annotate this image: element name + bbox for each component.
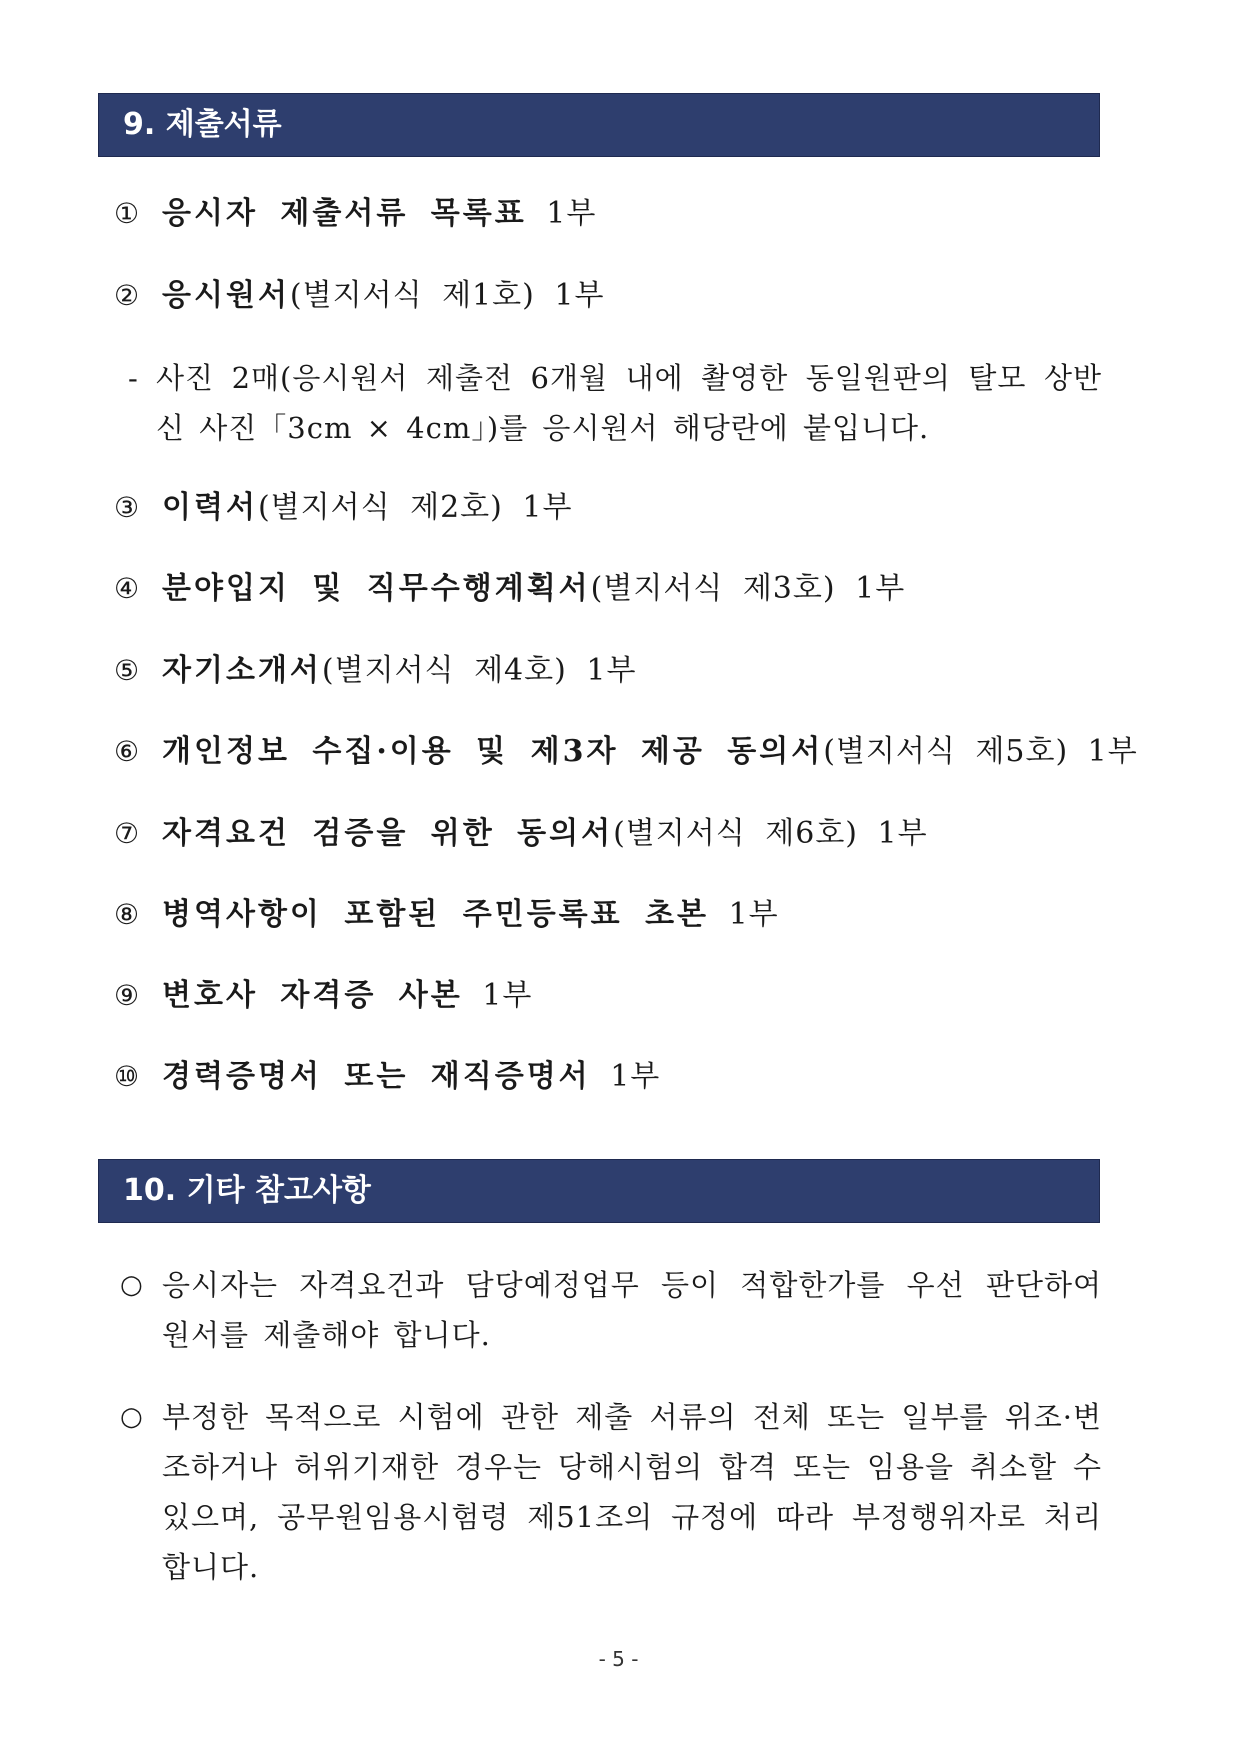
item-detail: 1부 (462, 978, 533, 1013)
item-detail: (별지서식 제4호) 1부 (321, 653, 637, 688)
bullet-icon: ○ (120, 1270, 143, 1300)
page-number: - 5 - (598, 1647, 639, 1671)
item-title: 병역사항이 포함된 주민등록표 초본 (162, 897, 710, 932)
item-number: ⑩ (114, 1060, 141, 1093)
item-detail: (별지서식 제6호) 1부 (613, 816, 928, 851)
list-item (114, 1057, 660, 1097)
note-paragraph: 부정한 목적으로 시험에 관한 제출 서류의 전체 또는 일부를 위조·변조하거나 허위기재한 경우는 당해시험의 합격 또는 임용을 취소할 수 있으며, 공무원임용시험령 제51조의 규정에 따라 부정행위자로 처리합니다. (162, 1400, 1102, 1584)
section-10-header: 10. 기타 참고사항 (98, 1159, 1100, 1223)
list-item (114, 569, 905, 609)
item-detail: 1부 (590, 1059, 661, 1094)
list-item (114, 732, 1138, 772)
item-detail: 1부 (526, 196, 597, 231)
item-number: ⑧ (114, 898, 141, 931)
list-item (114, 895, 779, 935)
item-detail: (별지서식 제1호) 1부 (289, 278, 605, 313)
item-title: 변호사 자격증 사본 (162, 978, 463, 1013)
item-number: ⑦ (114, 817, 141, 850)
photo-note: 사진 2매(응시원서 제출전 6개월 내에 촬영한 동일원판의 탈모 상반신 사진「3cm × 4cm」)를 응시원서 해당란에 붙입니다. (156, 361, 1102, 445)
item-detail: (별지서식 제5호) 1부 (823, 734, 1138, 769)
item-title: 분야입지 및 직무수행계획서 (162, 571, 591, 606)
item-number: ⑨ (114, 979, 141, 1012)
dash-mark: - (128, 361, 138, 395)
item-number: ⑥ (114, 735, 141, 768)
item-title: 응시원서 (162, 278, 290, 313)
note-paragraph: 응시자는 자격요건과 담당예정업무 등이 적합한가를 우선 판단하여 원서를 제출해야 합니다. (162, 1268, 1102, 1352)
item-number: ① (114, 197, 141, 230)
list-item (114, 976, 532, 1016)
item-title: 자기소개서 (162, 653, 322, 688)
item-number: ③ (114, 491, 141, 524)
item-title: 개인정보 수집·이용 및 제3자 제공 동의서 (162, 734, 824, 769)
item-title: 이력서 (162, 490, 258, 525)
item-number: ④ (114, 572, 141, 605)
list-item (114, 488, 572, 528)
item-number: ② (114, 279, 141, 312)
item-detail: 1부 (709, 897, 779, 932)
item-number: ⑤ (114, 654, 141, 687)
list-item (114, 276, 604, 316)
list-item (114, 194, 596, 234)
item-title: 자격요건 검증을 위한 동의서 (162, 816, 614, 851)
item-title: 응시자 제출서류 목록표 (162, 196, 527, 231)
list-item (114, 814, 928, 854)
section-9-header: 9. 제출서류 (98, 93, 1100, 157)
item-detail: (별지서식 제2호) 1부 (257, 490, 573, 525)
item-title: 경력증명서 또는 재직증명서 (162, 1059, 591, 1094)
bullet-icon: ○ (120, 1402, 143, 1432)
item-detail: (별지서식 제3호) 1부 (590, 571, 906, 606)
list-item (114, 651, 636, 691)
